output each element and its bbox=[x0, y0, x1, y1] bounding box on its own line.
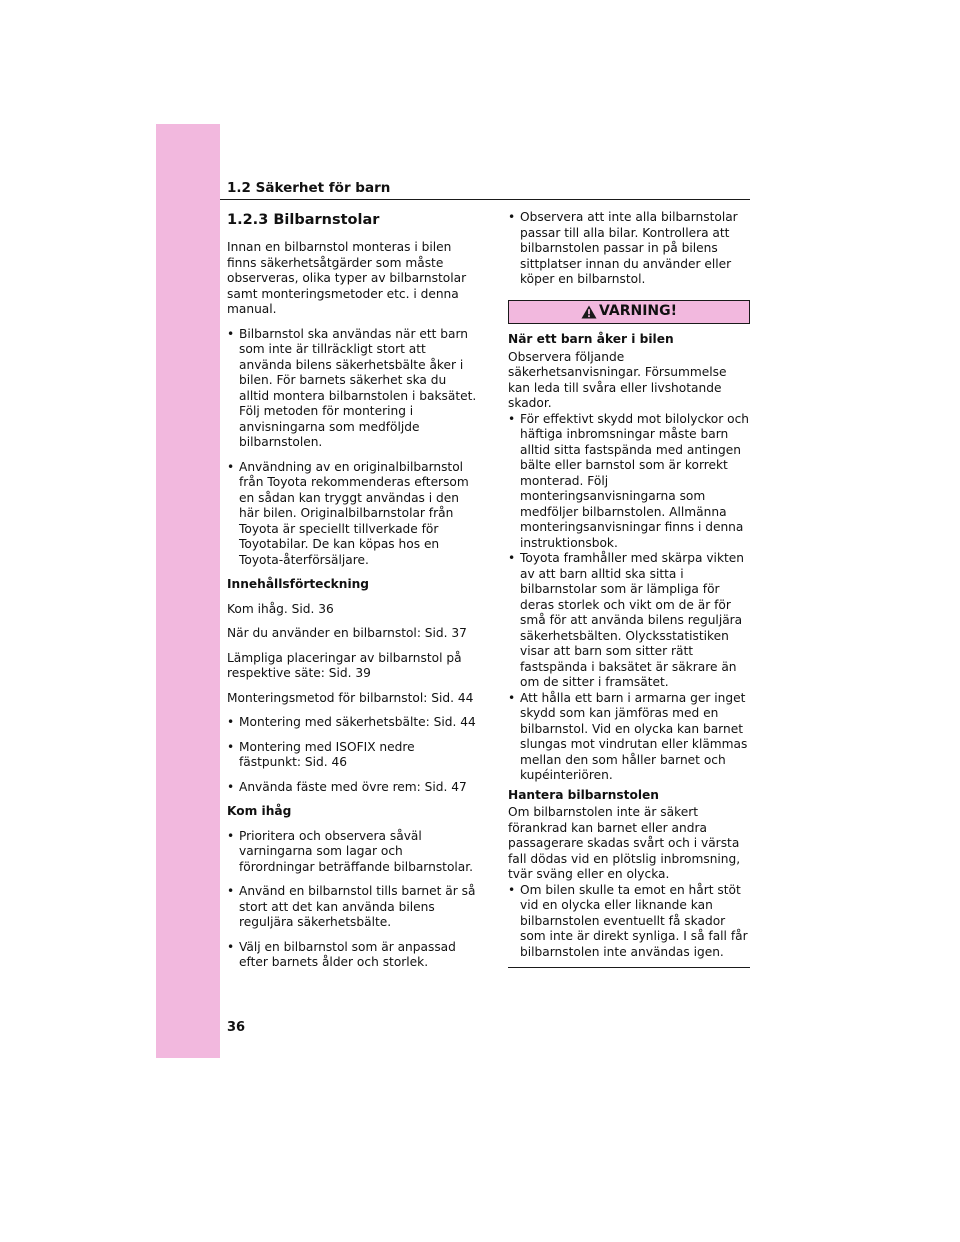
toc-link[interactable]: När du använder en bilbarnstol: Sid. 37 bbox=[227, 626, 467, 640]
list-item: • Bilbarnstol ska användas när ett barn som inte är tillräckligt stort att använda bilens säkerhetsbälte åker i bilen. För barnets säkerhet ska du alltid montera bilbarnstolen i baksätet. Följ metoden för montering i anvisningarna som medföljde bilbarnstolen. bbox=[227, 326, 477, 449]
toc-link[interactable]: Monteringsmetod för bilbarnstol: Sid. 44 bbox=[227, 690, 474, 705]
remember-list bbox=[227, 829, 477, 971]
section-rule bbox=[220, 199, 750, 200]
toc-sub-link[interactable]: • Montering med säkerhetsbälte: Sid. 44 bbox=[227, 715, 476, 729]
remember-heading: Kom ihåg bbox=[227, 804, 292, 818]
toc-link[interactable]: Lämpliga placeringar av bilbarnstol på respektive säte: Sid. 39 bbox=[227, 650, 462, 680]
intro-bullet-list bbox=[227, 327, 477, 569]
warning-heading-1: När ett barn åker i bilen bbox=[508, 332, 674, 346]
list-item: • Användning av en originalbilbarnstol från Toyota rekommenderas eftersom en sådan kan tryggt användas i den här bilen. Originalbilbarnstolar från Toyota är speciellt tillverkade för Toyotabilar. De kan köpas hos en Toyota-återförsäljare. bbox=[227, 459, 469, 567]
toc-sub-link[interactable]: • Montering med ISOFIX nedre fästpunkt: Sid. 46 bbox=[227, 739, 415, 769]
list-item: • Välj en bilbarnstol som är anpassad efter barnets ålder och storlek. bbox=[227, 939, 456, 969]
warning-list-1 bbox=[508, 412, 750, 784]
list-item: • Toyota framhåller med skärpa vikten av att barn alltid ska sitta i bilbarnstolar som är lämpliga för deras storlek och vikt om de är för små för att använda bilens reguljära säkerhetsbälten. Olycksstatistiken visar att barn som sitter rätt fastspända i baksätet är säkrare än om de sitter i framsätet. bbox=[508, 551, 744, 689]
list-item: • Att hålla ett barn i armarna ger inget skydd som kan jämföras med en bilbarnstol. Vid en olycka kan barnet slungas mot vindrutan eller klämmas mellan den som håller barnet och kupéinteriören. bbox=[508, 690, 748, 782]
list-item: • För effektivt skydd mot bilolyckor och häftiga inbromsningar måste barn alltid sitta fastspända med antingen bälte eller barnstol som är korrekt monterad. Följ monteringsanvisningarna som medföljer bilbarnstolen. Allmänna monteringsanvisningar finns i denna instruktionsbok. bbox=[508, 411, 750, 550]
toc-sub-list bbox=[227, 715, 477, 795]
left-column bbox=[227, 210, 477, 980]
warning-text-2: Om bilbarnstolen inte är säkert förankrad kan barnet eller andra passagerare skadas svårt och i värsta fall dödas vid en plötslig inbromsning, tvär sväng eller en olycka. bbox=[508, 805, 741, 881]
warning-box bbox=[508, 300, 750, 968]
list-item: • Använd en bilbarnstol tills barnet är så stort att det kan använda bilens reguljära säkerhetsbälte. bbox=[227, 884, 476, 929]
page-title: 1.2.3 Bilbarnstolar bbox=[227, 212, 380, 228]
intro-paragraph: Innan en bilbarnstol monteras i bilen finns säkerhetsåtgärder som måste observeras, olika typer av bilbarnstolar samt monteringsmetoder etc. i denna manual. bbox=[227, 240, 467, 316]
right-column bbox=[508, 210, 750, 297]
toc-heading: Innehållsförteckning bbox=[227, 577, 370, 591]
toc-sub-link[interactable]: • Använda fäste med övre rem: Sid. 47 bbox=[227, 779, 467, 794]
sidebar-tab bbox=[156, 124, 220, 1058]
page-number: 36 bbox=[227, 1020, 246, 1035]
warning-header bbox=[508, 300, 750, 324]
list-item: • Prioritera och observera såväl varningarna som lagar och förordningar beträffande bilbarnstolar. bbox=[227, 828, 474, 874]
warning-label: VARNING! bbox=[598, 303, 678, 320]
warning-heading-2: Hantera bilbarnstolen bbox=[508, 787, 659, 802]
section-header: 1.2 Säkerhet för barn bbox=[227, 180, 391, 196]
toc-link[interactable]: Kom ihåg. Sid. 36 bbox=[227, 601, 334, 616]
list-item: • Om bilen skulle ta emot en hårt stöt vid en olycka eller liknande kan bilbarnstolen eventuellt få skador som inte är direkt synliga. I så fall får bilbarnstolen inte användas igen. bbox=[508, 882, 748, 959]
warning-triangle-icon bbox=[581, 305, 597, 319]
warning-text-1: Observera följande säkerhetsanvisningar. Försummelse kan leda till svåra eller livshotande skador. bbox=[508, 349, 727, 410]
list-item: • Observera att inte alla bilbarnstolar passar till alla bilar. Kontrollera att bilbarnstolen passar in på bilens sittplatser innan du använder eller köper en bilbarnstol. bbox=[508, 210, 738, 286]
warning-body bbox=[508, 324, 750, 960]
warning-list-2 bbox=[508, 883, 750, 961]
right-bullet-list bbox=[508, 210, 750, 288]
